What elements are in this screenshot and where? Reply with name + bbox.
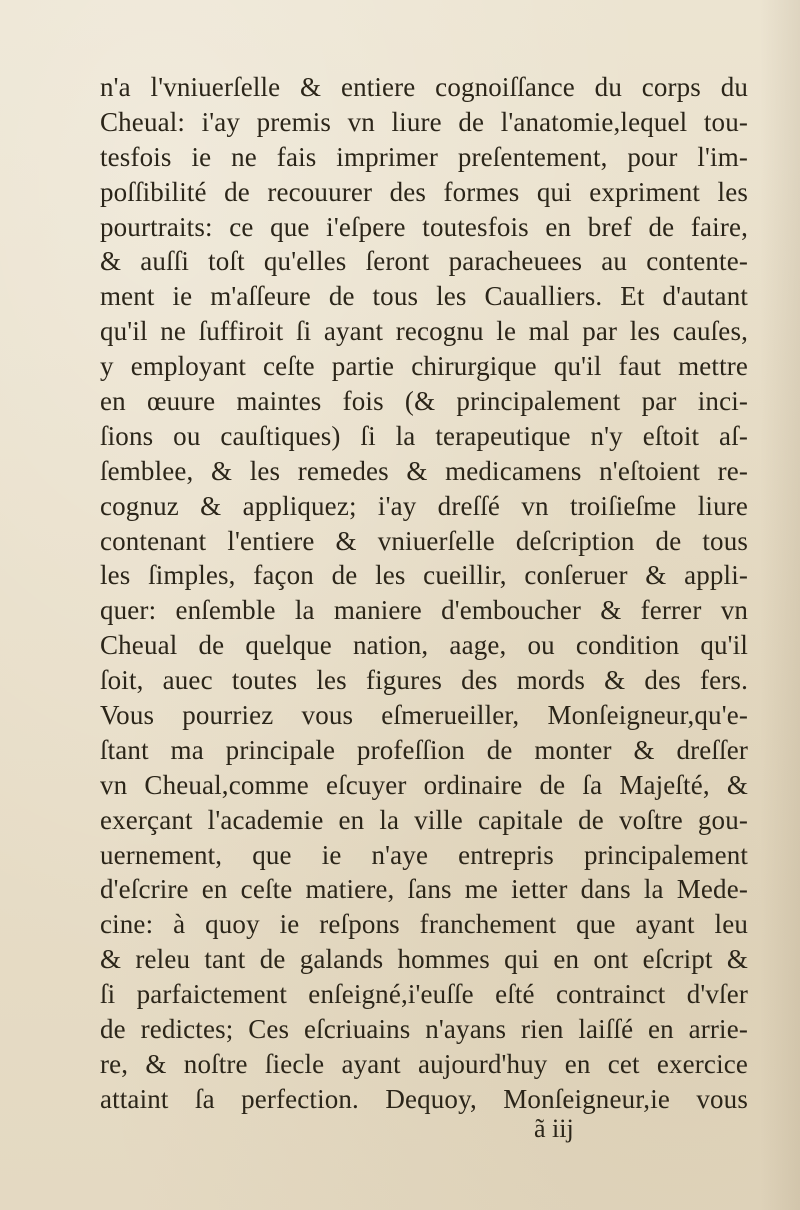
text-line: Vous pourriez vous eſmerueiller, Monſeigneur,qu'e-: [100, 700, 748, 731]
text-line: n'a l'vniuerſelle & entiere cognoiſſance du corps du: [100, 72, 748, 102]
text-line: ſtant ma principale profeſſion de monter & dreſſer: [100, 734, 748, 765]
text-line: pourtraits: ce que i'eſpere toutesfois en bref de faire,: [100, 211, 748, 242]
text-line: qu'il ne ſuffiroit ſi ayant recognu le mal par les cauſes,: [100, 316, 748, 347]
text-line: uernement, que ie n'aye entrepris principalement: [100, 839, 748, 870]
text-line: quer: enſemble la maniere d'emboucher & ferrer vn: [100, 595, 748, 626]
text-line: cognuz & appliquez; i'ay dreſſé vn troiſieſme liure: [100, 490, 748, 521]
text-line: exerçant l'academie en la ville capitale de voſtre gou-: [100, 804, 748, 835]
text-line: attaint ſa perfection. Dequoy, Monſeigneur,ie vous: [100, 1083, 748, 1114]
text-line: ſions ou cauſtiques) ſi la terapeutique n'y eſtoit aſ-: [100, 420, 748, 451]
text-line: y employant ceſte partie chirurgique qu'il faut mettre: [100, 351, 748, 382]
text-line: cine: à quoy ie reſpons franchement que ayant leu: [100, 909, 748, 940]
text-line: Cheual de quelque nation, aage, ou condition qu'il: [100, 630, 748, 661]
text-line: & releu tant de galands hommes qui en ont eſcript &: [100, 944, 748, 975]
text-line: Cheual: i'ay premis vn liure de l'anatomie,lequel tou-: [100, 106, 748, 137]
text-line: d'eſcrire en ceſte matiere, ſans me ietter dans la Mede-: [100, 874, 748, 905]
body-text: [100, 70, 748, 1117]
page-edge-shadow: [760, 0, 800, 1210]
text-line: tesfois ie ne fais imprimer preſentement, pour l'im-: [100, 141, 748, 172]
text-line: ſi parfaictement enſeigné,i'euſſe eſté contrainct d'vſer: [100, 979, 748, 1010]
text-line: ſemblee, & les remedes & medicamens n'eſtoient re-: [100, 455, 748, 486]
text-line: contenant l'entiere & vniuerſelle deſcription de tous: [100, 525, 748, 556]
text-line: & auſſi toſt qu'elles ſeront paracheuees au contente-: [100, 246, 748, 277]
text-line: re, & noſtre ſiecle ayant aujourd'huy en cet exercice: [100, 1048, 748, 1079]
text-line: de redictes; Ces eſcriuains n'ayans rien laiſſé en arrie-: [100, 1014, 748, 1045]
text-line: les ſimples, façon de les cueillir, conſeruer & appli-: [100, 560, 748, 591]
text-line: ment ie m'aſſeure de tous les Caualliers. Et d'autant: [100, 281, 748, 312]
text-line: poſſibilité de recouurer des formes qui expriment les: [100, 176, 748, 207]
text-line: en œuure maintes fois (& principalement par inci-: [100, 386, 748, 417]
text-line: vn Cheual,comme eſcuyer ordinaire de ſa Majeſté, &: [100, 769, 748, 800]
text-line: ſoit, auec toutes les figures des mords & des fers.: [100, 665, 748, 696]
signature-mark: ã iij: [534, 1114, 574, 1143]
